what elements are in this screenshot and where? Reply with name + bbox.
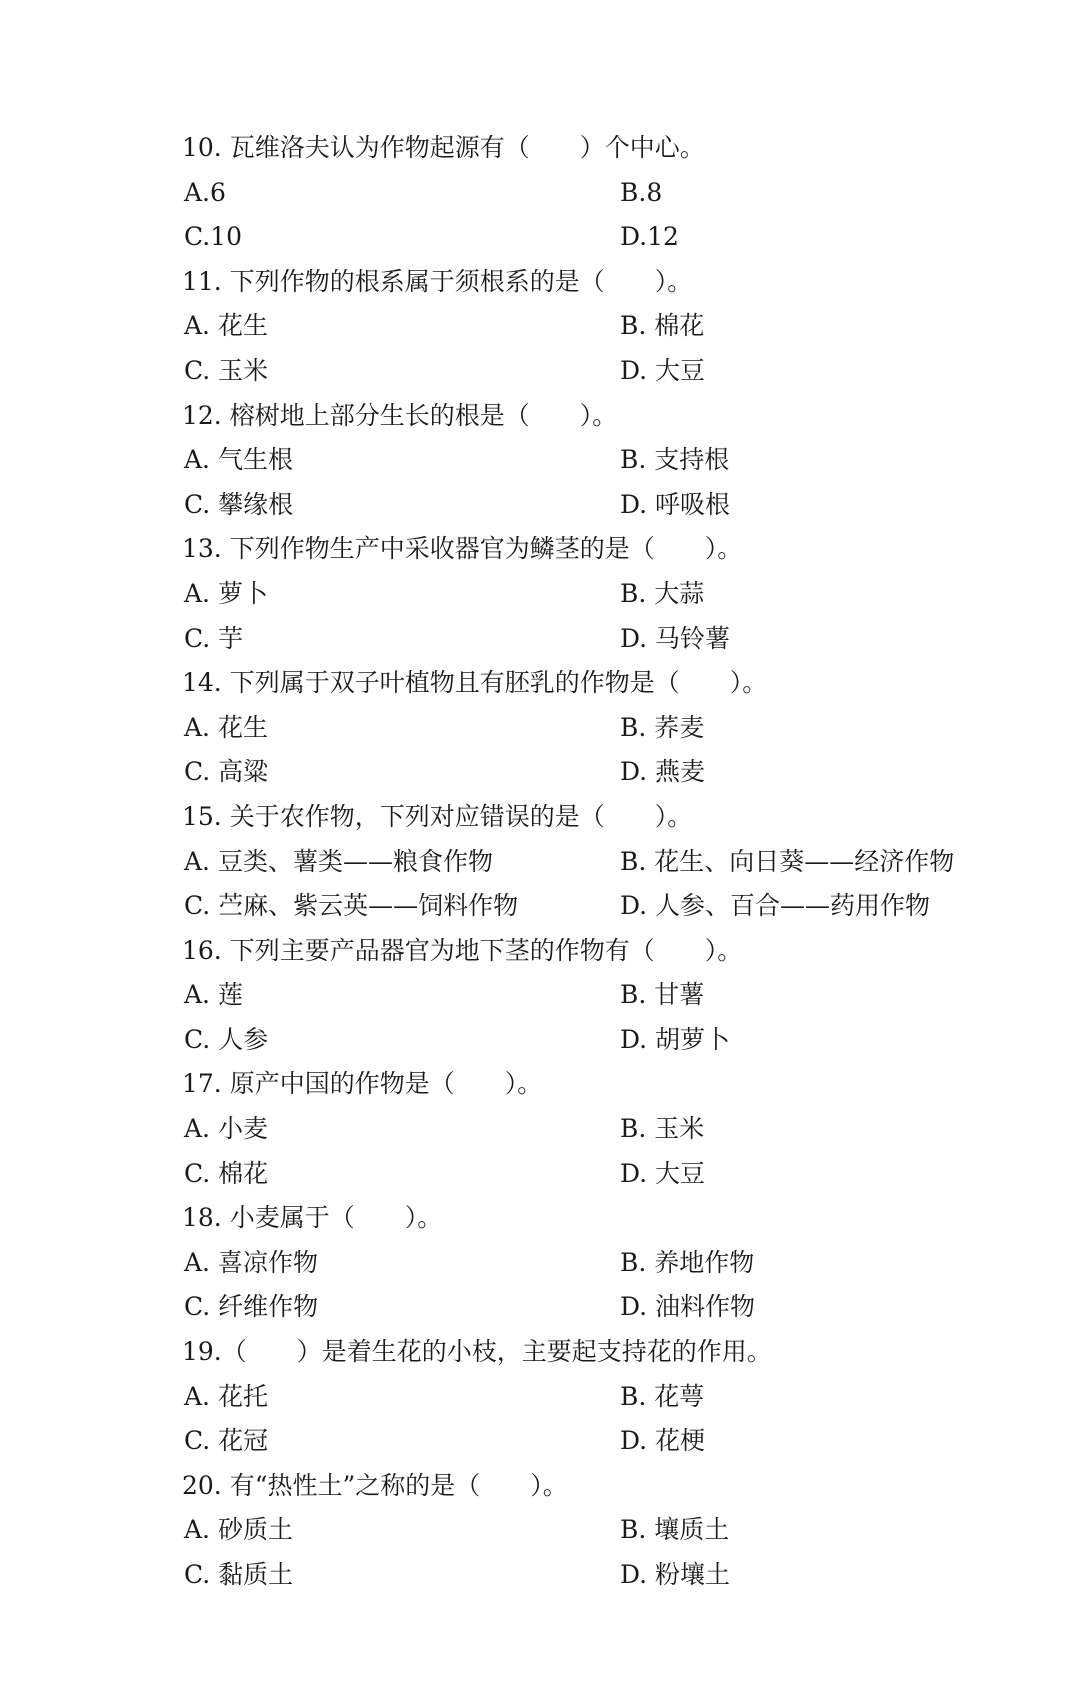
option-b: B. 养地作物 (620, 1247, 755, 1277)
option-c: C. 苎麻、紫云英——饲料作物 (184, 891, 519, 921)
question-18 (182, 1196, 1022, 1330)
option-d: D. 人参、百合——药用作物 (620, 891, 931, 921)
question-stem: 18. 小麦属于（ ）。 (182, 1203, 443, 1233)
option-row (182, 572, 1022, 617)
option-d: D. 大豆 (620, 355, 706, 385)
option-row (182, 215, 1022, 260)
option-a: A. 气生根 (184, 445, 293, 475)
option-a: A. 花生 (184, 712, 268, 742)
option-a: A. 砂质土 (184, 1515, 293, 1545)
question-17 (182, 1062, 1022, 1196)
option-b: B. 花萼 (620, 1381, 705, 1411)
option-b: B. 支持根 (620, 445, 730, 475)
option-c: C.10 (184, 222, 242, 252)
option-a: A.6 (184, 177, 226, 207)
option-row (182, 438, 1022, 483)
option-row (182, 171, 1022, 216)
option-c: C. 纤维作物 (184, 1292, 319, 1322)
option-c: C. 人参 (184, 1024, 269, 1054)
option-row (182, 349, 1022, 394)
option-row (182, 750, 1022, 795)
question-stem: 14. 下列属于双子叶植物且有胚乳的作物是（ ）。 (182, 668, 768, 698)
question-stem: 13. 下列作物生产中采收器官为鳞茎的是（ ）。 (182, 534, 743, 564)
question-stem: 17. 原产中国的作物是（ ）。 (182, 1069, 543, 1099)
option-c: C. 芋 (184, 623, 244, 653)
option-a: A. 花托 (184, 1381, 268, 1411)
option-row (182, 706, 1022, 751)
option-d: D. 花梗 (620, 1426, 706, 1456)
option-b: B. 大蒜 (620, 578, 705, 608)
option-c: C. 棉花 (184, 1158, 269, 1188)
option-c: C. 花冠 (184, 1426, 269, 1456)
option-a: A. 萝卜 (184, 578, 268, 608)
question-stem: 19.（ ）是着生花的小枝，主要起支持花的作用。 (182, 1337, 772, 1367)
question-stem: 20. 有“热性土”之称的是（ ）。 (182, 1470, 568, 1500)
option-d: D. 呼吸根 (620, 489, 731, 519)
option-row (182, 1419, 1022, 1464)
question-19 (182, 1330, 1022, 1464)
question-16 (182, 929, 1022, 1063)
question-10 (182, 126, 1022, 260)
option-row (182, 483, 1022, 528)
question-20 (182, 1464, 1022, 1598)
option-d: D. 马铃薯 (620, 623, 731, 653)
option-row (182, 1375, 1022, 1420)
question-13 (182, 527, 1022, 661)
option-c: C. 攀缘根 (184, 489, 294, 519)
option-row (182, 973, 1022, 1018)
option-row (182, 1553, 1022, 1598)
option-a: A. 喜凉作物 (184, 1247, 318, 1277)
option-row (182, 304, 1022, 349)
question-14 (182, 661, 1022, 795)
option-row (182, 1285, 1022, 1330)
option-c: C. 玉米 (184, 355, 269, 385)
option-row (182, 840, 1022, 885)
question-list (182, 126, 1022, 1598)
option-b: B. 甘薯 (620, 980, 705, 1010)
option-row (182, 1152, 1022, 1197)
option-d: D. 胡萝卜 (620, 1024, 731, 1054)
question-stem: 16. 下列主要产品器官为地下茎的作物有（ ）。 (182, 935, 743, 965)
option-c: C. 黏质土 (184, 1560, 294, 1589)
option-c: C. 高粱 (184, 757, 269, 787)
option-b: B. 荞麦 (620, 712, 705, 742)
option-b: B. 棉花 (620, 311, 705, 341)
question-12 (182, 394, 1022, 528)
option-row (182, 1018, 1022, 1063)
option-b: B. 花生、向日葵——经济作物 (620, 846, 955, 876)
option-d: D. 燕麦 (620, 757, 706, 787)
option-b: B. 玉米 (620, 1114, 705, 1144)
option-row (182, 1241, 1022, 1286)
option-b: B. 壤质土 (620, 1515, 730, 1545)
question-stem: 10. 瓦维洛夫认为作物起源有（ ）个中心。 (182, 133, 705, 162)
option-d: D.12 (620, 222, 679, 252)
question-stem: 15. 关于农作物，下列对应错误的是（ ）。 (182, 801, 693, 831)
option-row (182, 617, 1022, 662)
option-d: D. 油料作物 (620, 1292, 756, 1322)
question-stem: 11. 下列作物的根系属于须根系的是（ ）。 (182, 266, 693, 296)
option-row (182, 1508, 1022, 1553)
question-stem: 12. 榕树地上部分生长的根是（ ）。 (182, 400, 618, 430)
option-a: A. 豆类、薯类——粮食作物 (184, 846, 493, 876)
option-row (182, 884, 1022, 929)
option-a: A. 小麦 (184, 1114, 268, 1144)
option-a: A. 莲 (184, 980, 243, 1010)
question-11 (182, 260, 1022, 394)
option-b: B.8 (620, 177, 663, 207)
option-row (182, 1107, 1022, 1152)
option-d: D. 大豆 (620, 1158, 706, 1188)
option-a: A. 花生 (184, 311, 268, 341)
option-d: D. 粉壤土 (620, 1560, 731, 1589)
question-15 (182, 795, 1022, 929)
